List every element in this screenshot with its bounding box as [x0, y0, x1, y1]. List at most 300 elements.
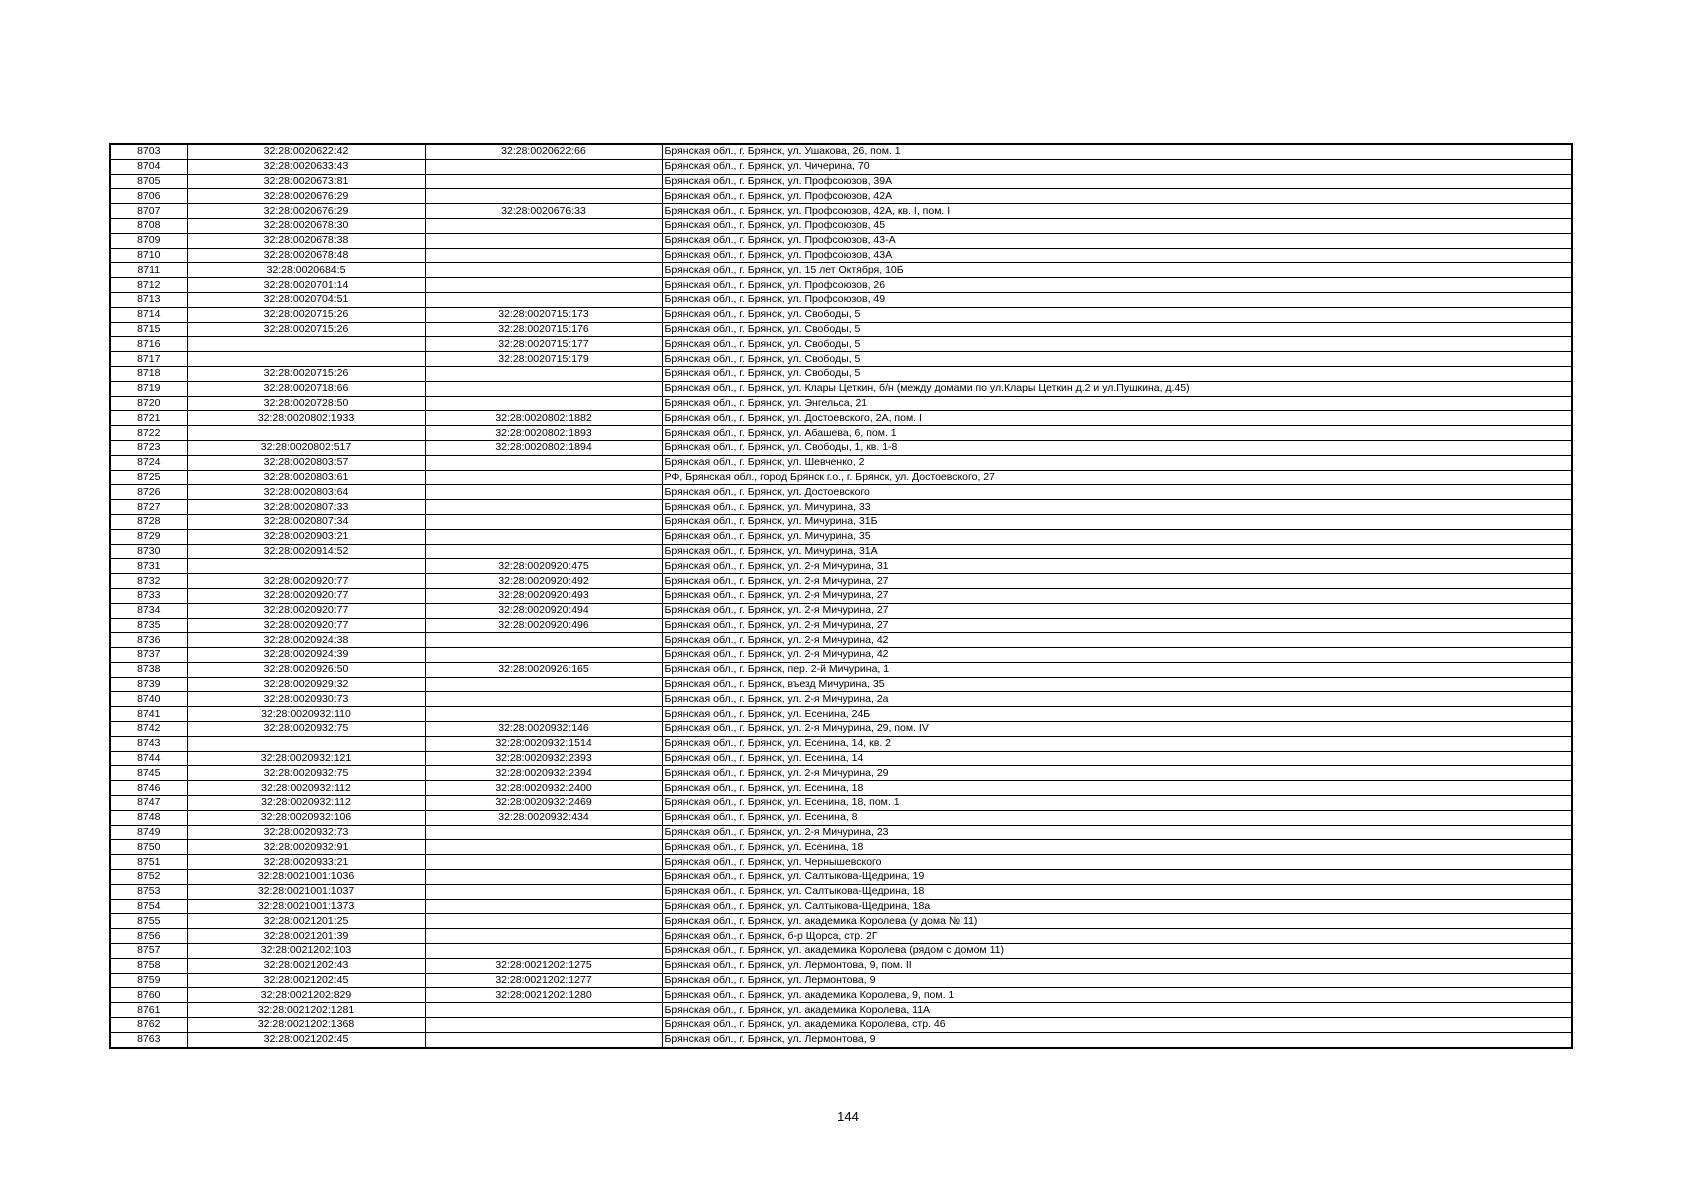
land-cadastral-number-cell: 32:28:0020920:77 [187, 603, 425, 618]
table-row [110, 322, 1572, 337]
land-cadastral-number-cell [187, 352, 425, 367]
table-row [110, 810, 1572, 825]
object-cadastral-number-cell [425, 381, 662, 396]
land-cadastral-number-cell: 32:28:0020678:38 [187, 233, 425, 248]
table-row [110, 855, 1572, 870]
address-cell: Брянская обл., г. Брянск, пер. 2-й Мичурина, 1 [662, 662, 1572, 677]
land-cadastral-number-cell: 32:28:0021202:829 [187, 988, 425, 1003]
table-row [110, 381, 1572, 396]
row-number-cell: 8715 [110, 322, 187, 337]
table-row [110, 144, 1572, 159]
address-cell: Брянская обл., г. Брянск, въезд Мичурина, 35 [662, 677, 1572, 692]
land-cadastral-number-cell: 32:28:0020728:50 [187, 396, 425, 411]
table-row [110, 781, 1572, 796]
table-row [110, 722, 1572, 737]
address-cell: Брянская обл., г. Брянск, ул. 2-я Мичурина, 23 [662, 825, 1572, 840]
object-cadastral-number-cell [425, 366, 662, 381]
object-cadastral-number-cell: 32:28:0020920:492 [425, 574, 662, 589]
object-cadastral-number-cell: 32:28:0020932:2469 [425, 796, 662, 811]
land-cadastral-number-cell: 32:28:0020704:51 [187, 292, 425, 307]
address-cell: Брянская обл., г. Брянск, ул. Мичурина, 31Б [662, 514, 1572, 529]
row-number-cell: 8721 [110, 411, 187, 426]
object-cadastral-number-cell: 32:28:0020932:1514 [425, 736, 662, 751]
land-cadastral-number-cell: 32:28:0020932:75 [187, 722, 425, 737]
object-cadastral-number-cell [425, 825, 662, 840]
land-cadastral-number-cell: 32:28:0020932:121 [187, 751, 425, 766]
object-cadastral-number-cell [425, 292, 662, 307]
object-cadastral-number-cell: 32:28:0020932:434 [425, 810, 662, 825]
row-number-cell: 8751 [110, 855, 187, 870]
address-cell: Брянская обл., г. Брянск, ул. 2-я Мичурина, 42 [662, 633, 1572, 648]
address-cell: Брянская обл., г. Брянск, ул. Чичерина, 70 [662, 159, 1572, 174]
table-row [110, 736, 1572, 751]
row-number-cell: 8737 [110, 648, 187, 663]
address-cell: Брянская обл., г. Брянск, ул. Шевченко, 2 [662, 455, 1572, 470]
table-row [110, 455, 1572, 470]
table-row [110, 204, 1572, 219]
land-cadastral-number-cell: 32:28:0020920:77 [187, 574, 425, 589]
object-cadastral-number-cell [425, 855, 662, 870]
row-number-cell: 8748 [110, 810, 187, 825]
row-number-cell: 8759 [110, 973, 187, 988]
land-cadastral-number-cell: 32:28:0020924:39 [187, 648, 425, 663]
land-cadastral-number-cell: 32:28:0020715:26 [187, 307, 425, 322]
address-cell: Брянская обл., г. Брянск, ул. Чернышевского [662, 855, 1572, 870]
table-row [110, 544, 1572, 559]
table-row [110, 929, 1572, 944]
table-row [110, 1003, 1572, 1018]
object-cadastral-number-cell [425, 159, 662, 174]
row-number-cell: 8755 [110, 914, 187, 929]
land-cadastral-number-cell: 32:28:0021202:45 [187, 973, 425, 988]
table-row [110, 233, 1572, 248]
table-row [110, 588, 1572, 603]
address-cell: Брянская обл., г. Брянск, ул. 15 лет Октября, 10Б [662, 263, 1572, 278]
land-cadastral-number-cell: 32:28:0020932:110 [187, 707, 425, 722]
row-number-cell: 8761 [110, 1003, 187, 1018]
address-cell: Брянская обл., г. Брянск, ул. Профсоюзов, 45 [662, 218, 1572, 233]
table-row [110, 500, 1572, 515]
land-cadastral-number-cell: 32:28:0020807:33 [187, 500, 425, 515]
land-cadastral-number-cell: 32:28:0020807:34 [187, 514, 425, 529]
row-number-cell: 8720 [110, 396, 187, 411]
land-cadastral-number-cell: 32:28:0021202:45 [187, 1032, 425, 1047]
address-cell: Брянская обл., г. Брянск, ул. Салтыкова-Щедрина, 18 [662, 884, 1572, 899]
land-cadastral-number-cell: 32:28:0021001:1036 [187, 870, 425, 885]
table-row [110, 174, 1572, 189]
address-cell: Брянская обл., г. Брянск, ул. 2-я Мичурина, 31 [662, 559, 1572, 574]
table-row [110, 870, 1572, 885]
object-cadastral-number-cell [425, 944, 662, 959]
table-row [110, 1032, 1572, 1047]
table-row [110, 514, 1572, 529]
address-cell: Брянская обл., г. Брянск, ул. Есенина, 14 [662, 751, 1572, 766]
land-cadastral-number-cell: 32:28:0020929:32 [187, 677, 425, 692]
row-number-cell: 8705 [110, 174, 187, 189]
land-cadastral-number-cell: 32:28:0020684:5 [187, 263, 425, 278]
row-number-cell: 8706 [110, 189, 187, 204]
object-cadastral-number-cell: 32:28:0020715:177 [425, 337, 662, 352]
address-cell: Брянская обл., г. Брянск, ул. 2-я Мичурина, 2а [662, 692, 1572, 707]
address-cell: Брянская обл., г. Брянск, ул. Достоевского [662, 485, 1572, 500]
address-cell: Брянская обл., г. Брянск, ул. Свободы, 5 [662, 322, 1572, 337]
table-row [110, 707, 1572, 722]
address-cell: Брянская обл., г. Брянск, ул. Салтыкова-Щедрина, 19 [662, 870, 1572, 885]
row-number-cell: 8753 [110, 884, 187, 899]
object-cadastral-number-cell: 32:28:0020932:2393 [425, 751, 662, 766]
object-cadastral-number-cell [425, 500, 662, 515]
object-cadastral-number-cell: 32:28:0020715:176 [425, 322, 662, 337]
address-cell: Брянская обл., г. Брянск, ул. 2-я Мичурина, 27 [662, 618, 1572, 633]
object-cadastral-number-cell: 32:28:0020926:165 [425, 662, 662, 677]
address-cell: Брянская обл., г. Брянск, ул. Профсоюзов, 43-А [662, 233, 1572, 248]
row-number-cell: 8714 [110, 307, 187, 322]
address-cell: Брянская обл., г. Брянск, ул. Мичурина, 33 [662, 500, 1572, 515]
object-cadastral-number-cell [425, 840, 662, 855]
table-row [110, 426, 1572, 441]
land-cadastral-number-cell: 32:28:0021202:1368 [187, 1018, 425, 1033]
row-number-cell: 8736 [110, 633, 187, 648]
address-cell: Брянская обл., г. Брянск, ул. Профсоюзов, 26 [662, 278, 1572, 293]
address-cell: Брянская обл., г. Брянск, ул. Салтыкова-Щедрина, 18а [662, 899, 1572, 914]
object-cadastral-number-cell: 32:28:0021202:1275 [425, 958, 662, 973]
land-cadastral-number-cell: 32:28:0020676:29 [187, 204, 425, 219]
land-cadastral-number-cell: 32:28:0020715:26 [187, 322, 425, 337]
table-row [110, 159, 1572, 174]
land-cadastral-number-cell: 32:28:0020676:29 [187, 189, 425, 204]
address-cell: Брянская обл., г. Брянск, ул. Есенина, 14, кв. 2 [662, 736, 1572, 751]
table-row [110, 603, 1572, 618]
object-cadastral-number-cell [425, 485, 662, 500]
registry-table-body [110, 144, 1572, 1048]
row-number-cell: 8711 [110, 263, 187, 278]
row-number-cell: 8710 [110, 248, 187, 263]
address-cell: Брянская обл., г. Брянск, ул. Свободы, 5 [662, 352, 1572, 367]
row-number-cell: 8758 [110, 958, 187, 973]
table-row [110, 366, 1572, 381]
row-number-cell: 8747 [110, 796, 187, 811]
address-cell: Брянская обл., г. Брянск, ул. Есенина, 18, пом. 1 [662, 796, 1572, 811]
table-row [110, 189, 1572, 204]
row-number-cell: 8703 [110, 144, 187, 159]
object-cadastral-number-cell [425, 248, 662, 263]
row-number-cell: 8709 [110, 233, 187, 248]
address-cell: Брянская обл., г. Брянск, ул. Свободы, 5 [662, 337, 1572, 352]
object-cadastral-number-cell [425, 884, 662, 899]
row-number-cell: 8744 [110, 751, 187, 766]
land-cadastral-number-cell: 32:28:0020715:26 [187, 366, 425, 381]
object-cadastral-number-cell: 32:28:0020802:1894 [425, 440, 662, 455]
row-number-cell: 8724 [110, 455, 187, 470]
row-number-cell: 8763 [110, 1032, 187, 1047]
table-row [110, 307, 1572, 322]
address-cell: Брянская обл., г. Брянск, ул. Свободы, 1, кв. 1-8 [662, 440, 1572, 455]
row-number-cell: 8734 [110, 603, 187, 618]
table-row [110, 648, 1572, 663]
object-cadastral-number-cell: 32:28:0020932:146 [425, 722, 662, 737]
address-cell: Брянская обл., г. Брянск, ул. 2-я Мичурина, 27 [662, 574, 1572, 589]
object-cadastral-number-cell [425, 677, 662, 692]
row-number-cell: 8713 [110, 292, 187, 307]
land-cadastral-number-cell: 32:28:0021001:1373 [187, 899, 425, 914]
object-cadastral-number-cell [425, 707, 662, 722]
object-cadastral-number-cell [425, 455, 662, 470]
address-cell: Брянская обл., г. Брянск, б-р Щорса, стр. 2Г [662, 929, 1572, 944]
land-cadastral-number-cell: 32:28:0020718:66 [187, 381, 425, 396]
land-cadastral-number-cell: 32:28:0020932:112 [187, 781, 425, 796]
address-cell: Брянская обл., г. Брянск, ул. академика Королева, 9, пом. 1 [662, 988, 1572, 1003]
address-cell: Брянская обл., г. Брянск, ул. Абашева, 6, пом. 1 [662, 426, 1572, 441]
object-cadastral-number-cell: 32:28:0020920:475 [425, 559, 662, 574]
object-cadastral-number-cell: 32:28:0020932:2400 [425, 781, 662, 796]
row-number-cell: 8717 [110, 352, 187, 367]
land-cadastral-number-cell: 32:28:0020701:14 [187, 278, 425, 293]
object-cadastral-number-cell: 32:28:0020920:493 [425, 588, 662, 603]
row-number-cell: 8743 [110, 736, 187, 751]
object-cadastral-number-cell: 32:28:0020715:173 [425, 307, 662, 322]
row-number-cell: 8762 [110, 1018, 187, 1033]
object-cadastral-number-cell [425, 218, 662, 233]
row-number-cell: 8739 [110, 677, 187, 692]
object-cadastral-number-cell: 32:28:0021202:1277 [425, 973, 662, 988]
object-cadastral-number-cell [425, 278, 662, 293]
row-number-cell: 8719 [110, 381, 187, 396]
row-number-cell: 8749 [110, 825, 187, 840]
object-cadastral-number-cell [425, 514, 662, 529]
land-cadastral-number-cell: 32:28:0020924:38 [187, 633, 425, 648]
row-number-cell: 8760 [110, 988, 187, 1003]
object-cadastral-number-cell [425, 189, 662, 204]
land-cadastral-number-cell: 32:28:0021201:25 [187, 914, 425, 929]
object-cadastral-number-cell [425, 870, 662, 885]
object-cadastral-number-cell [425, 529, 662, 544]
land-cadastral-number-cell: 32:28:0020932:75 [187, 766, 425, 781]
row-number-cell: 8745 [110, 766, 187, 781]
address-cell: Брянская обл., г. Брянск, ул. Профсоюзов, 43А [662, 248, 1572, 263]
land-cadastral-number-cell: 32:28:0020933:21 [187, 855, 425, 870]
address-cell: Брянская обл., г. Брянск, ул. Есенина, 18 [662, 781, 1572, 796]
object-cadastral-number-cell [425, 396, 662, 411]
address-cell: Брянская обл., г. Брянск, ул. 2-я Мичурина, 27 [662, 588, 1572, 603]
table-row [110, 470, 1572, 485]
table-row [110, 796, 1572, 811]
table-row [110, 574, 1572, 589]
row-number-cell: 8741 [110, 707, 187, 722]
row-number-cell: 8732 [110, 574, 187, 589]
address-cell: Брянская обл., г. Брянск, ул. 2-я Мичурина, 29, пом. IV [662, 722, 1572, 737]
land-cadastral-number-cell: 32:28:0020803:57 [187, 455, 425, 470]
table-row [110, 751, 1572, 766]
land-cadastral-number-cell [187, 337, 425, 352]
row-number-cell: 8729 [110, 529, 187, 544]
address-cell: Брянская обл., г. Брянск, ул. Клары Цеткин, б/н (между домами по ул.Клары Цеткин д.2 и ул.Пушкина, д.45) [662, 381, 1572, 396]
land-cadastral-number-cell: 32:28:0020903:21 [187, 529, 425, 544]
table-row [110, 559, 1572, 574]
address-cell: Брянская обл., г. Брянск, ул. Профсоюзов, 49 [662, 292, 1572, 307]
address-cell: Брянская обл., г. Брянск, ул. Лермонтова, 9 [662, 1032, 1572, 1047]
land-cadastral-number-cell: 32:28:0020932:112 [187, 796, 425, 811]
land-cadastral-number-cell: 32:28:0020622:42 [187, 144, 425, 159]
row-number-cell: 8730 [110, 544, 187, 559]
row-number-cell: 8757 [110, 944, 187, 959]
row-number-cell: 8731 [110, 559, 187, 574]
row-number-cell: 8708 [110, 218, 187, 233]
registry-table [109, 143, 1573, 1049]
object-cadastral-number-cell [425, 174, 662, 189]
address-cell: Брянская обл., г. Брянск, ул. Есенина, 8 [662, 810, 1572, 825]
row-number-cell: 8716 [110, 337, 187, 352]
table-row [110, 248, 1572, 263]
address-cell: Брянская обл., г. Брянск, ул. Энгельса, 21 [662, 396, 1572, 411]
land-cadastral-number-cell: 32:28:0020678:30 [187, 218, 425, 233]
row-number-cell: 8728 [110, 514, 187, 529]
land-cadastral-number-cell: 32:28:0021001:1037 [187, 884, 425, 899]
address-cell: Брянская обл., г. Брянск, ул. 2-я Мичурина, 27 [662, 603, 1572, 618]
row-number-cell: 8707 [110, 204, 187, 219]
object-cadastral-number-cell: 32:28:0020676:33 [425, 204, 662, 219]
address-cell: РФ, Брянская обл., город Брянск г.о., г. Брянск, ул. Достоевского, 27 [662, 470, 1572, 485]
table-row [110, 337, 1572, 352]
object-cadastral-number-cell [425, 692, 662, 707]
table-row [110, 618, 1572, 633]
row-number-cell: 8725 [110, 470, 187, 485]
address-cell: Брянская обл., г. Брянск, ул. Профсоюзов, 42А, кв. I, пом. I [662, 204, 1572, 219]
row-number-cell: 8704 [110, 159, 187, 174]
row-number-cell: 8756 [110, 929, 187, 944]
land-cadastral-number-cell: 32:28:0020932:106 [187, 810, 425, 825]
land-cadastral-number-cell: 32:28:0020633:43 [187, 159, 425, 174]
land-cadastral-number-cell: 32:28:0021201:39 [187, 929, 425, 944]
object-cadastral-number-cell: 32:28:0021202:1280 [425, 988, 662, 1003]
table-row [110, 899, 1572, 914]
table-row [110, 263, 1572, 278]
table-row [110, 411, 1572, 426]
table-row [110, 677, 1572, 692]
address-cell: Брянская обл., г. Брянск, ул. академика Королева (у дома № 11) [662, 914, 1572, 929]
address-cell: Брянская обл., г. Брянск, ул. 2-я Мичурина, 29 [662, 766, 1572, 781]
row-number-cell: 8754 [110, 899, 187, 914]
table-row [110, 1018, 1572, 1033]
address-cell: Брянская обл., г. Брянск, ул. Профсоюзов, 42А [662, 189, 1572, 204]
land-cadastral-number-cell: 32:28:0020932:73 [187, 825, 425, 840]
row-number-cell: 8752 [110, 870, 187, 885]
address-cell: Брянская обл., г. Брянск, ул. Достоевского, 2А, пом. I [662, 411, 1572, 426]
land-cadastral-number-cell [187, 736, 425, 751]
table-row [110, 218, 1572, 233]
object-cadastral-number-cell [425, 1032, 662, 1047]
object-cadastral-number-cell: 32:28:0020802:1893 [425, 426, 662, 441]
address-cell: Брянская обл., г. Брянск, ул. Мичурина, 35 [662, 529, 1572, 544]
row-number-cell: 8726 [110, 485, 187, 500]
object-cadastral-number-cell [425, 470, 662, 485]
object-cadastral-number-cell: 32:28:0020715:179 [425, 352, 662, 367]
table-row [110, 440, 1572, 455]
land-cadastral-number-cell: 32:28:0020803:61 [187, 470, 425, 485]
table-row [110, 485, 1572, 500]
land-cadastral-number-cell: 32:28:0020926:50 [187, 662, 425, 677]
object-cadastral-number-cell [425, 1003, 662, 1018]
table-row [110, 529, 1572, 544]
object-cadastral-number-cell: 32:28:0020932:2394 [425, 766, 662, 781]
land-cadastral-number-cell: 32:28:0020673:81 [187, 174, 425, 189]
land-cadastral-number-cell: 32:28:0020914:52 [187, 544, 425, 559]
table-row [110, 766, 1572, 781]
address-cell: Брянская обл., г. Брянск, ул. Свободы, 5 [662, 307, 1572, 322]
table-row [110, 958, 1572, 973]
address-cell: Брянская обл., г. Брянск, ул. Профсоюзов, 39А [662, 174, 1572, 189]
table-row [110, 278, 1572, 293]
object-cadastral-number-cell: 32:28:0020802:1882 [425, 411, 662, 426]
land-cadastral-number-cell: 32:28:0020802:1933 [187, 411, 425, 426]
land-cadastral-number-cell: 32:28:0020932:91 [187, 840, 425, 855]
object-cadastral-number-cell [425, 929, 662, 944]
land-cadastral-number-cell: 32:28:0020802:517 [187, 440, 425, 455]
row-number-cell: 8746 [110, 781, 187, 796]
address-cell: Брянская обл., г. Брянск, ул. академика Королева (рядом с домом 11) [662, 944, 1572, 959]
table-row [110, 662, 1572, 677]
land-cadastral-number-cell [187, 426, 425, 441]
table-row [110, 633, 1572, 648]
land-cadastral-number-cell: 32:28:0021202:43 [187, 958, 425, 973]
land-cadastral-number-cell: 32:28:0021202:103 [187, 944, 425, 959]
object-cadastral-number-cell [425, 914, 662, 929]
table-row [110, 914, 1572, 929]
table-row [110, 840, 1572, 855]
row-number-cell: 8718 [110, 366, 187, 381]
object-cadastral-number-cell [425, 1018, 662, 1033]
row-number-cell: 8742 [110, 722, 187, 737]
table-row [110, 988, 1572, 1003]
land-cadastral-number-cell: 32:28:0021202:1281 [187, 1003, 425, 1018]
row-number-cell: 8727 [110, 500, 187, 515]
land-cadastral-number-cell: 32:28:0020930:73 [187, 692, 425, 707]
object-cadastral-number-cell: 32:28:0020920:496 [425, 618, 662, 633]
table-row [110, 292, 1572, 307]
table-row [110, 973, 1572, 988]
row-number-cell: 8723 [110, 440, 187, 455]
land-cadastral-number-cell [187, 559, 425, 574]
address-cell: Брянская обл., г. Брянск, ул. академика Королева, стр. 46 [662, 1018, 1572, 1033]
object-cadastral-number-cell [425, 263, 662, 278]
object-cadastral-number-cell [425, 544, 662, 559]
row-number-cell: 8740 [110, 692, 187, 707]
address-cell: Брянская обл., г. Брянск, ул. Лермонтова, 9 [662, 973, 1572, 988]
table-row [110, 884, 1572, 899]
object-cadastral-number-cell: 32:28:0020622:66 [425, 144, 662, 159]
address-cell: Брянская обл., г. Брянск, ул. Есенина, 24Б [662, 707, 1572, 722]
land-cadastral-number-cell: 32:28:0020920:77 [187, 588, 425, 603]
object-cadastral-number-cell: 32:28:0020920:494 [425, 603, 662, 618]
page-number: 144 [837, 1109, 859, 1124]
address-cell: Брянская обл., г. Брянск, ул. 2-я Мичурина, 42 [662, 648, 1572, 663]
table-row [110, 944, 1572, 959]
table-row [110, 692, 1572, 707]
table-row [110, 396, 1572, 411]
address-cell: Брянская обл., г. Брянск, ул. Есенина, 18 [662, 840, 1572, 855]
land-cadastral-number-cell: 32:28:0020803:64 [187, 485, 425, 500]
row-number-cell: 8738 [110, 662, 187, 677]
row-number-cell: 8735 [110, 618, 187, 633]
object-cadastral-number-cell [425, 899, 662, 914]
address-cell: Брянская обл., г. Брянск, ул. Мичурина, 31А [662, 544, 1572, 559]
row-number-cell: 8712 [110, 278, 187, 293]
row-number-cell: 8733 [110, 588, 187, 603]
table-row [110, 352, 1572, 367]
address-cell: Брянская обл., г. Брянск, ул. Свободы, 5 [662, 366, 1572, 381]
address-cell: Брянская обл., г. Брянск, ул. Ушакова, 26, пом. 1 [662, 144, 1572, 159]
address-cell: Брянская обл., г. Брянск, ул. Лермонтова, 9, пом. II [662, 958, 1572, 973]
address-cell: Брянская обл., г. Брянск, ул. академика Королева, 11А [662, 1003, 1572, 1018]
